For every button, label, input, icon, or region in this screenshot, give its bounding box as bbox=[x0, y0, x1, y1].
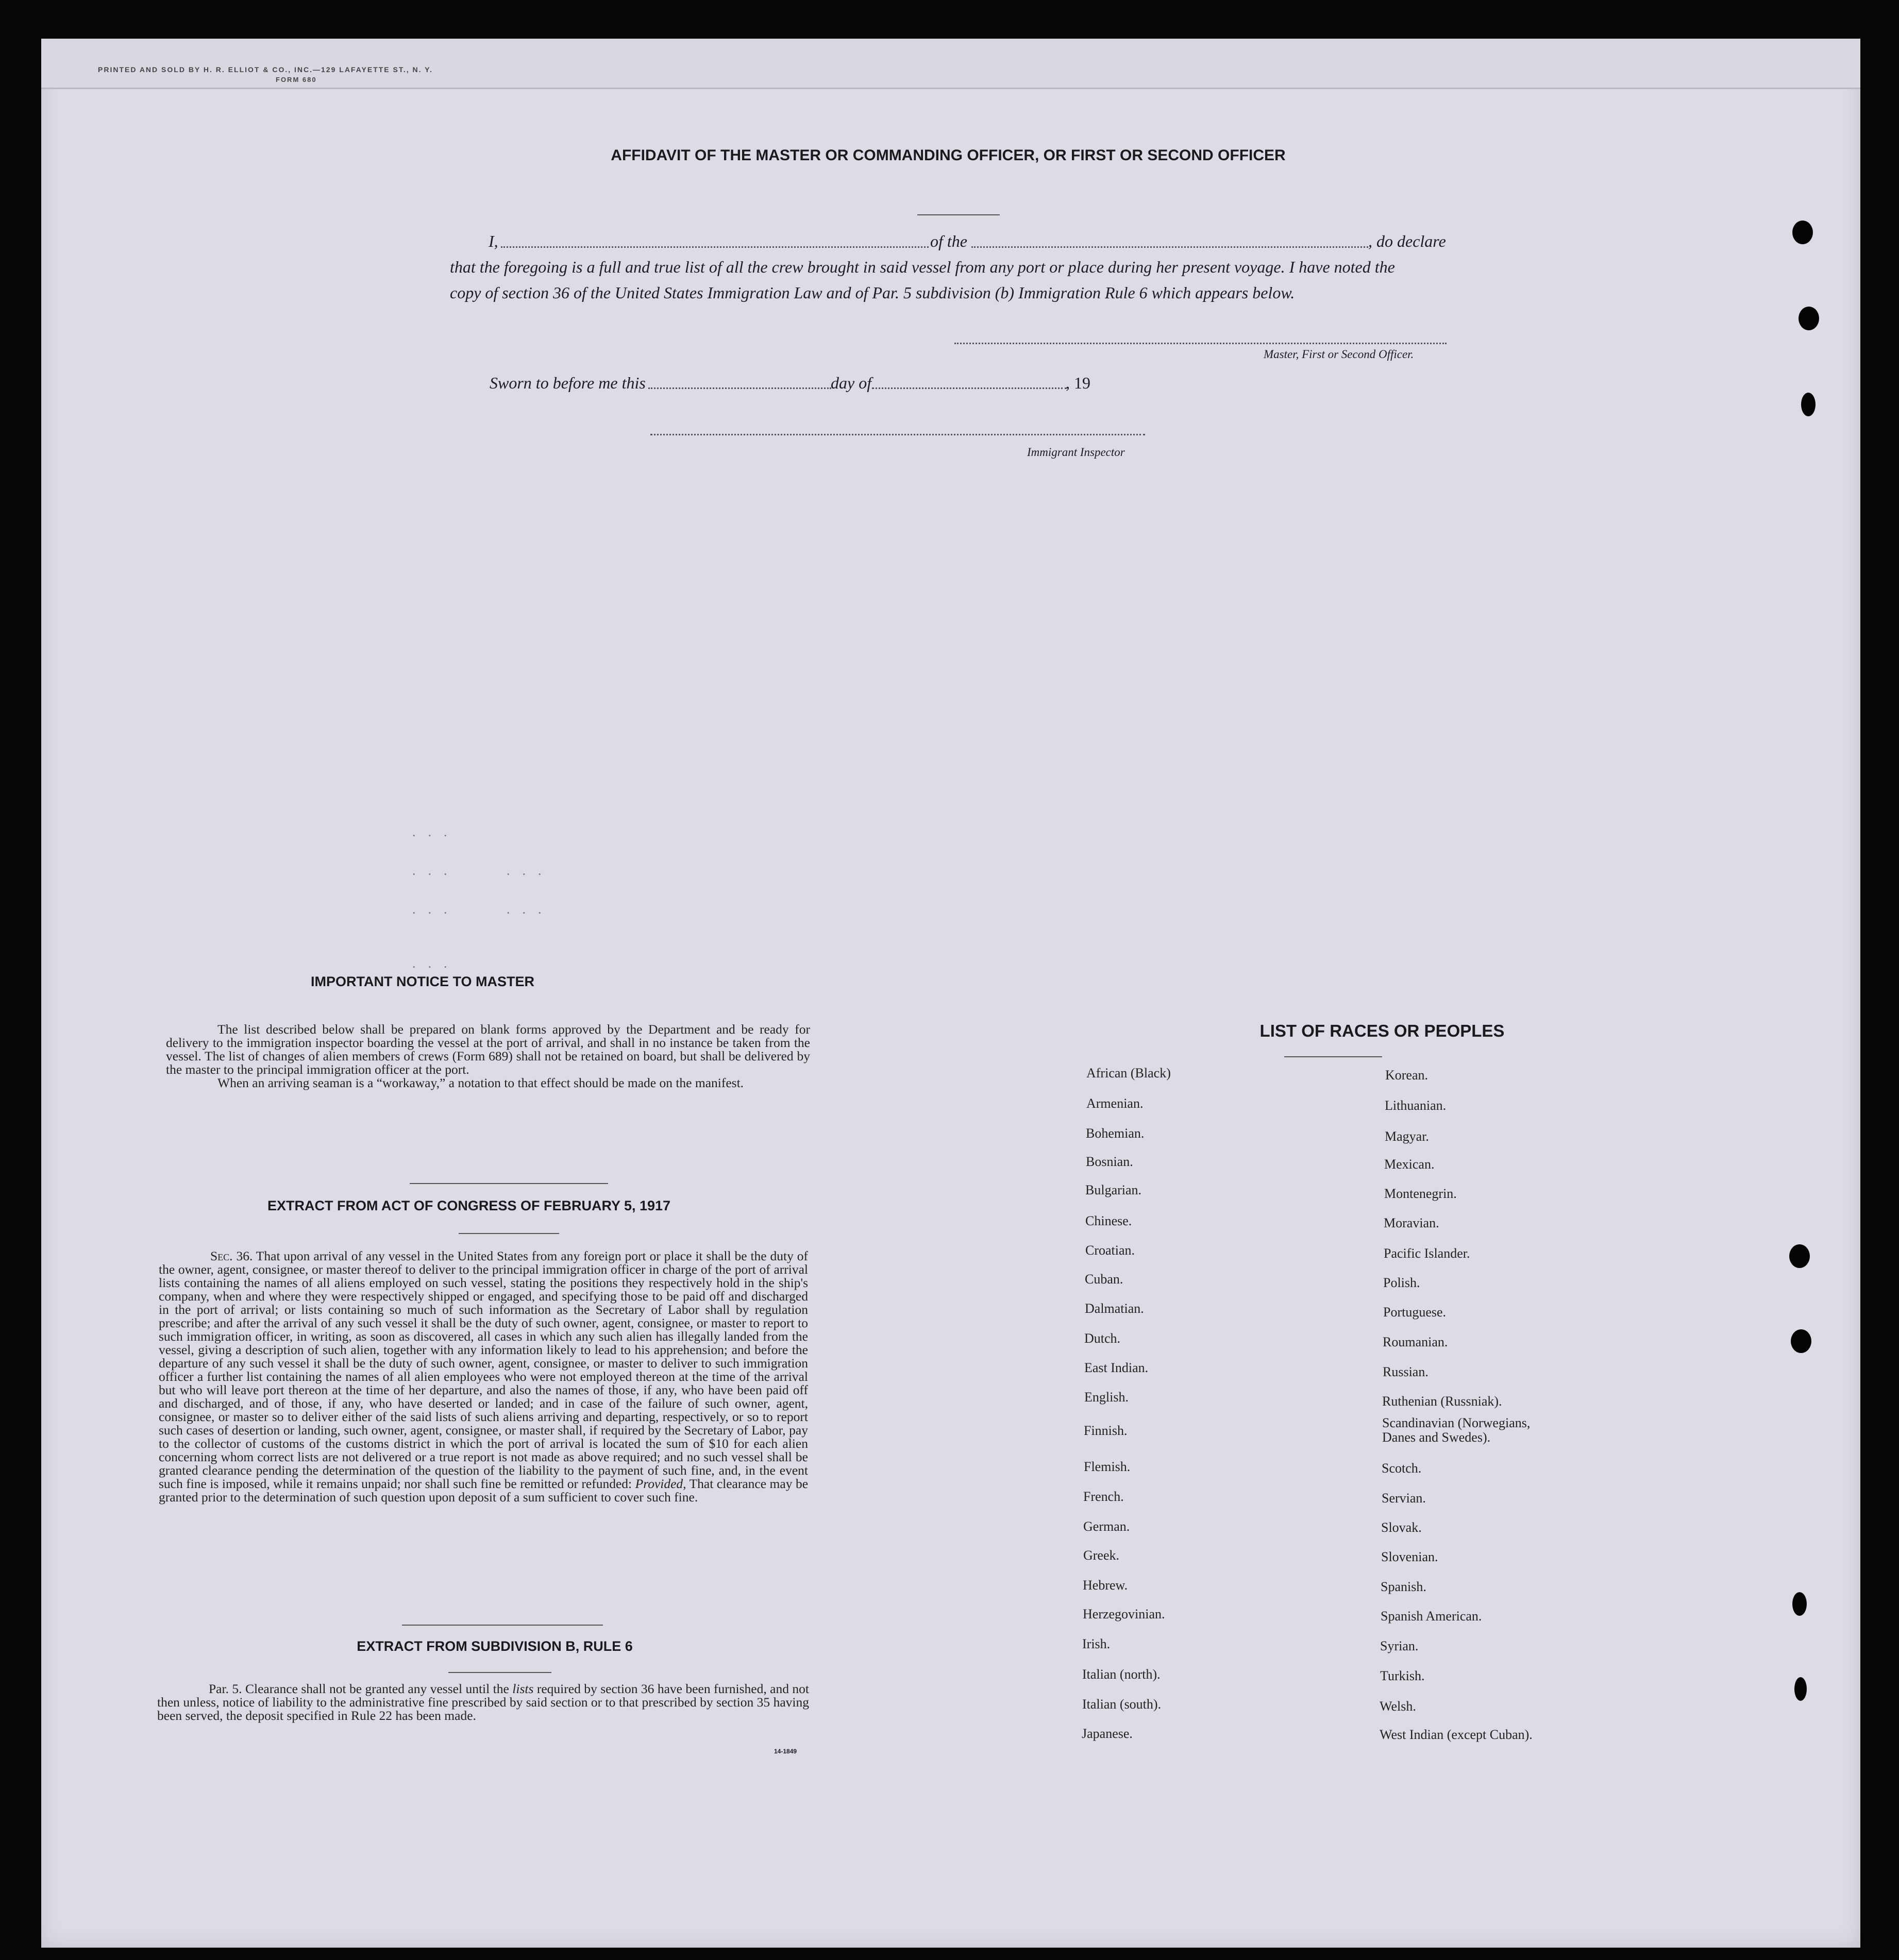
race-item: Portuguese. bbox=[1383, 1305, 1447, 1320]
do-declare-label: , do declare bbox=[1368, 232, 1446, 250]
race-item: Armenian. bbox=[1086, 1096, 1144, 1111]
notice-title: IMPORTANT NOTICE TO MASTER bbox=[311, 974, 534, 989]
binder-hole-icon bbox=[1794, 1677, 1807, 1701]
binder-hole-icon bbox=[1792, 221, 1813, 244]
margin-dots: ... ... bbox=[412, 863, 554, 878]
rule-text-cont: required by section 36 have been furnished, and not then unless, notice of liability to the administrative fine prescribed by said section or to that prescribed by section 35 having been served, the deposit specified in Rule 22 has been made. bbox=[157, 1681, 810, 1723]
of-the-label: of the bbox=[930, 232, 967, 250]
binder-hole-icon bbox=[1792, 1592, 1807, 1616]
race-item: Greek. bbox=[1083, 1548, 1120, 1563]
notice-paragraph-1: The list described below shall be prepared on blank forms approved by the Department and be ready for delivery to the immigration inspector boarding the vessel at the port of arrival, and shall in no instance be taken from the vessel. The list of changes of alien members of crews (Form 689) shall not be retained on board, but shall be delivered by the master to the principal immigration officer at the port. bbox=[166, 1022, 810, 1077]
binder-hole-icon bbox=[1801, 393, 1816, 416]
rule-extract-title: EXTRACT FROM SUBDIVISION B, RULE 6 bbox=[357, 1638, 633, 1654]
affidavit-line-3: copy of section 36 of the United States Immigration Law and of Par. 5 subdivision (b) Immigration Rule 6 which appears below. bbox=[450, 283, 1295, 302]
race-item: Russian. bbox=[1383, 1364, 1429, 1379]
form-number: FORM 680 bbox=[276, 76, 317, 83]
sworn-month-blank bbox=[872, 387, 1067, 389]
race-item: West Indian (except Cuban). bbox=[1380, 1727, 1533, 1742]
race-item: Italian (south). bbox=[1082, 1697, 1162, 1712]
race-item: Finnish. bbox=[1084, 1423, 1128, 1438]
margin-dots: ... ... bbox=[412, 902, 554, 917]
race-item: Bohemian. bbox=[1086, 1126, 1145, 1141]
race-item: Ruthenian (Russniak). bbox=[1382, 1394, 1502, 1409]
race-item: Italian (north). bbox=[1082, 1667, 1161, 1682]
race-item: Moravian. bbox=[1384, 1215, 1439, 1230]
race-item: French. bbox=[1083, 1489, 1124, 1504]
section-text: That upon arrival of any vessel in the United States from any foreign port or place it shall be the duty of the owner, agent, consignee, or master thereof to deliver to the principal immigration officer in charge of the port of arrival lists containing the names of all aliens employed on such vessel, stating the positions they respectively hold in the ship's company, when and where they were respectively shipped or engaged, and specifying those to be paid off and discharged in the port of arrival; or lists containing so much of such information as the Secretary of Labor shall by regulation prescribe; and after the arrival of any such vessel it shall be the duty of such owner, agent, consignee, or master to report to such immigration officer, in writing, as soon as discovered, all cases in which any such alien has illegally landed from the vessel, giving a description of such alien, together with any information likely to lead to his apprehension; and before the departure of any such vessel it shall be the duty of such owner, agent, consignee, or master to deliver to such immigration officer a further list containing the names of all alien employees who were not employed thereon at the time of the arrival but who will leave port thereon at the time of her departure, and also the names of those, if any, who have been paid off and discharged, and of those, if any, who have deserted or landed; and in case of the failure of such owner, agent, consignee, or master so to deliver either of the said lists of such aliens arriving and departing, respectively, or so to report such cases of desertion or landing, such owner, agent, consignee, or master shall, if required by the Secretary of Labor, pay to the collector of customs of the customs district in which the port of arrival is located the sum of $10 for each alien concerning whom correct lists are not delivered or a true report is not made as above required; and no such vessel shall be granted clearance pending the determination of the question of the liability to the payment of such fine, and, in the event such fine is imposed, while it remains unpaid; nor shall such fine be remitted or refunded: bbox=[159, 1248, 808, 1491]
race-item: Roumanian. bbox=[1383, 1334, 1448, 1349]
race-item: Flemish. bbox=[1084, 1459, 1131, 1474]
race-item: Welsh. bbox=[1380, 1699, 1416, 1714]
race-item: Irish. bbox=[1082, 1636, 1111, 1651]
race-item: Slovenian. bbox=[1381, 1549, 1438, 1564]
race-item: Hebrew. bbox=[1083, 1578, 1128, 1593]
race-item: Turkish. bbox=[1380, 1668, 1425, 1683]
race-item: Magyar. bbox=[1385, 1129, 1429, 1144]
title-divider bbox=[917, 214, 1000, 215]
rule-extract-body bbox=[157, 1682, 809, 1722]
day-of-label: day of bbox=[831, 374, 872, 392]
top-margin-strip bbox=[41, 39, 1860, 89]
races-title: LIST OF RACES OR PEOPLES bbox=[1259, 1021, 1505, 1040]
binder-hole-icon bbox=[1789, 1244, 1810, 1268]
race-item: Dutch. bbox=[1084, 1331, 1121, 1346]
race-item: Chinese. bbox=[1085, 1213, 1132, 1228]
affidavit-title: AFFIDAVIT OF THE MASTER OR COMMANDING OFFICER, OR FIRST OR SECOND OFFICER bbox=[611, 147, 1286, 164]
section-text-cont: That clearance may be granted prior to the determination of such question upon deposit of a sum sufficient to cover such fine. bbox=[159, 1476, 809, 1505]
race-item: Spanish. bbox=[1381, 1579, 1426, 1594]
race-item: Cuban. bbox=[1085, 1272, 1123, 1287]
affidavit-line-2: that the foregoing is a full and true list of all the crew brought in said vessel from any port or place during her present voyage. I have noted the bbox=[450, 258, 1395, 276]
race-item: Dalmatian. bbox=[1085, 1301, 1144, 1316]
title-divider bbox=[448, 1672, 551, 1673]
race-item: Pacific Islander. bbox=[1384, 1246, 1470, 1261]
race-item: English. bbox=[1084, 1390, 1129, 1405]
vessel-blank bbox=[971, 246, 1368, 248]
document-sheet bbox=[41, 39, 1860, 1948]
act-extract-title: EXTRACT FROM ACT OF CONGRESS OF FEBRUARY 5, 1917 bbox=[267, 1198, 671, 1213]
race-item: African (Black) bbox=[1086, 1066, 1171, 1080]
race-item: Spanish American. bbox=[1381, 1609, 1482, 1624]
notice-paragraph-2: When an arriving seaman is a “workaway,” a notation to that effect should be made on the manifest. bbox=[217, 1075, 744, 1090]
margin-dots: ... bbox=[412, 956, 460, 971]
sworn-day-blank bbox=[648, 387, 831, 389]
race-item: Japanese. bbox=[1082, 1726, 1133, 1741]
race-item: Lithuanian. bbox=[1385, 1098, 1447, 1113]
binder-hole-icon bbox=[1799, 307, 1819, 330]
provided-label: Provided, bbox=[635, 1476, 686, 1491]
act-extract-body bbox=[159, 1249, 808, 1504]
race-item: Slovak. bbox=[1381, 1520, 1422, 1535]
name-blank bbox=[501, 246, 929, 248]
year-label: , 19 bbox=[1066, 374, 1090, 392]
race-item: Scandinavian (Norwegians, Danes and Swedes). bbox=[1382, 1415, 1531, 1445]
rule-text: Par. 5. Clearance shall not be granted any vessel until the bbox=[209, 1681, 509, 1696]
race-item: Croatian. bbox=[1085, 1243, 1135, 1258]
section-divider bbox=[402, 1625, 603, 1626]
race-item: Bulgarian. bbox=[1085, 1182, 1142, 1197]
lists-word: lists bbox=[512, 1681, 534, 1696]
inspector-caption: Immigrant Inspector bbox=[1027, 446, 1125, 459]
section-divider bbox=[410, 1183, 608, 1184]
race-item: Mexican. bbox=[1384, 1157, 1435, 1172]
print-code: 14-1849 bbox=[774, 1748, 797, 1755]
race-item: German. bbox=[1083, 1519, 1130, 1534]
race-item: Herzegovinian. bbox=[1083, 1607, 1165, 1621]
section-label: Sec. 36. bbox=[210, 1248, 253, 1263]
race-item: Korean. bbox=[1385, 1068, 1429, 1083]
notice-body bbox=[166, 1023, 810, 1090]
title-divider bbox=[459, 1233, 559, 1234]
race-item: Polish. bbox=[1383, 1275, 1420, 1290]
race-item: East Indian. bbox=[1084, 1360, 1149, 1375]
master-signature-line bbox=[954, 343, 1447, 344]
title-divider bbox=[1284, 1056, 1382, 1057]
race-item: Bosnian. bbox=[1086, 1154, 1133, 1169]
race-item: Scotch. bbox=[1382, 1461, 1422, 1476]
sworn-label: Sworn to before me this bbox=[490, 374, 646, 392]
inspector-signature-line bbox=[650, 434, 1145, 435]
race-item: Montenegrin. bbox=[1384, 1186, 1457, 1201]
master-signature-caption: Master, First or Second Officer. bbox=[1264, 348, 1414, 361]
race-item: Servian. bbox=[1382, 1491, 1426, 1506]
printer-imprint: PRINTED AND SOLD BY H. R. ELLIOT & CO., INC.—129 LAFAYETTE ST., N. Y. bbox=[98, 65, 433, 74]
affidavit-i-label: I, bbox=[489, 232, 498, 250]
margin-dots: ... bbox=[412, 824, 460, 839]
race-item: Syrian. bbox=[1380, 1638, 1419, 1653]
binder-hole-icon bbox=[1791, 1329, 1811, 1353]
